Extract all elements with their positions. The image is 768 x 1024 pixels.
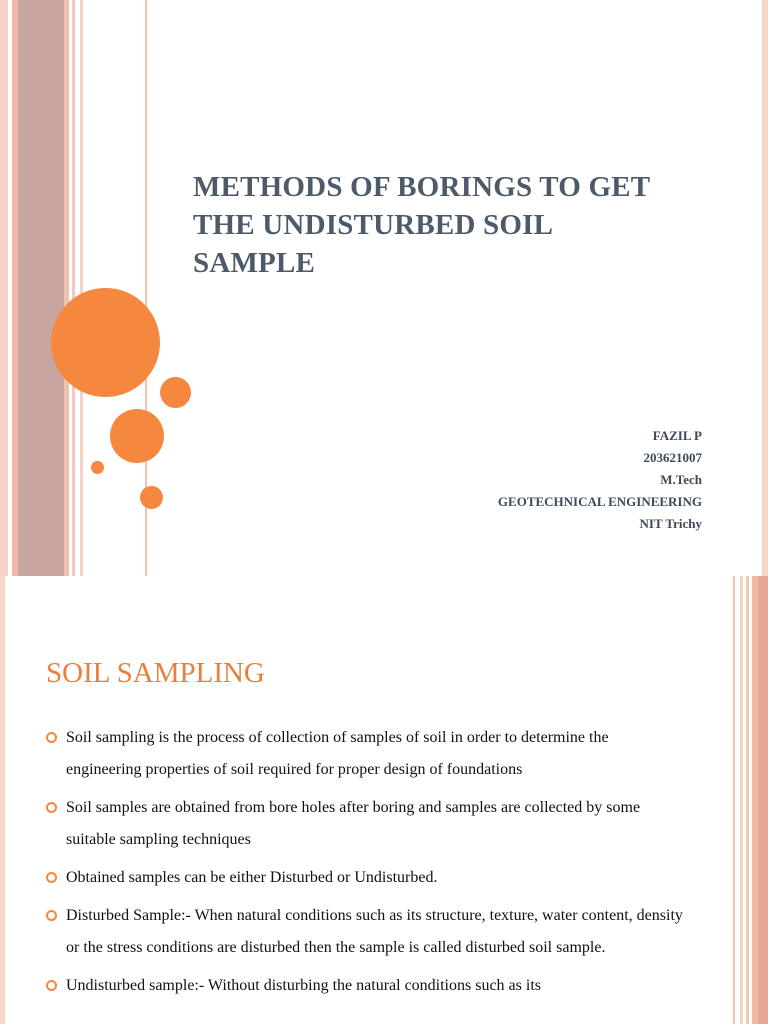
medium-circle bbox=[110, 409, 164, 463]
left-stripe-edge bbox=[0, 0, 8, 576]
bullet-circle-icon bbox=[46, 910, 57, 921]
bullet-list bbox=[46, 722, 686, 1008]
small-circle-1 bbox=[160, 377, 191, 408]
left-stripe-light bbox=[64, 0, 69, 576]
author-degree: M.Tech bbox=[660, 472, 702, 487]
bullet-text: Soil samples are obtained from bore holes after boring and samples are collected by some suitable sampling techniques bbox=[66, 799, 641, 848]
section-title: SOIL SAMPLING bbox=[46, 657, 265, 689]
left-stripe-thin-2 bbox=[80, 0, 83, 576]
author-institute: NIT Trichy bbox=[639, 516, 702, 531]
author-department: GEOTECHNICAL ENGINEERING bbox=[497, 494, 702, 509]
right-stripe-thin-1 bbox=[740, 576, 743, 1024]
right-stripe-line bbox=[733, 576, 735, 1024]
small-circle-2 bbox=[140, 486, 163, 509]
title-line: THE UNDISTURBED SOIL bbox=[193, 209, 554, 241]
author-block bbox=[302, 425, 702, 535]
bullet-circle-icon bbox=[46, 802, 57, 813]
left-stripe-rose bbox=[18, 0, 64, 576]
bullet-text: Soil sampling is the process of collection of samples of soil in order to determine the engineering properties of soil required for proper design of foundations bbox=[66, 729, 609, 778]
author-name: FAZIL P bbox=[652, 428, 702, 443]
list-item bbox=[46, 792, 686, 856]
list-item bbox=[46, 970, 686, 1002]
bullet-circle-icon bbox=[46, 732, 57, 743]
list-item bbox=[46, 862, 686, 894]
content-slide bbox=[0, 576, 768, 1024]
right-stripe-edge bbox=[762, 0, 768, 576]
bullet-circle-icon bbox=[46, 980, 57, 991]
large-circle bbox=[51, 288, 160, 397]
title-line: SAMPLE bbox=[193, 247, 316, 279]
bullet-text: Disturbed Sample:- When natural conditions such as its structure, texture, water content, density or the stress conditions are disturbed then the sample is called disturbed soil sample. bbox=[66, 907, 683, 956]
bullet-circle-icon bbox=[46, 872, 57, 883]
left-stripe-thin-1 bbox=[72, 0, 75, 576]
list-item bbox=[46, 722, 686, 786]
bullet-text: Obtained samples can be either Disturbed or Undisturbed. bbox=[66, 869, 438, 886]
right-stripe-rose bbox=[758, 576, 768, 1024]
list-item bbox=[46, 900, 686, 964]
title-line: METHODS OF BORINGS TO GET bbox=[193, 171, 651, 203]
right-stripe-thin-2 bbox=[746, 576, 749, 1024]
tiny-circle bbox=[91, 461, 104, 474]
author-roll-number: 203621007 bbox=[643, 450, 702, 465]
slide-title bbox=[193, 168, 733, 282]
left-stripe-edge bbox=[0, 576, 5, 1024]
bullet-text: Undisturbed sample:- Without disturbing the natural conditions such as its bbox=[66, 977, 541, 994]
